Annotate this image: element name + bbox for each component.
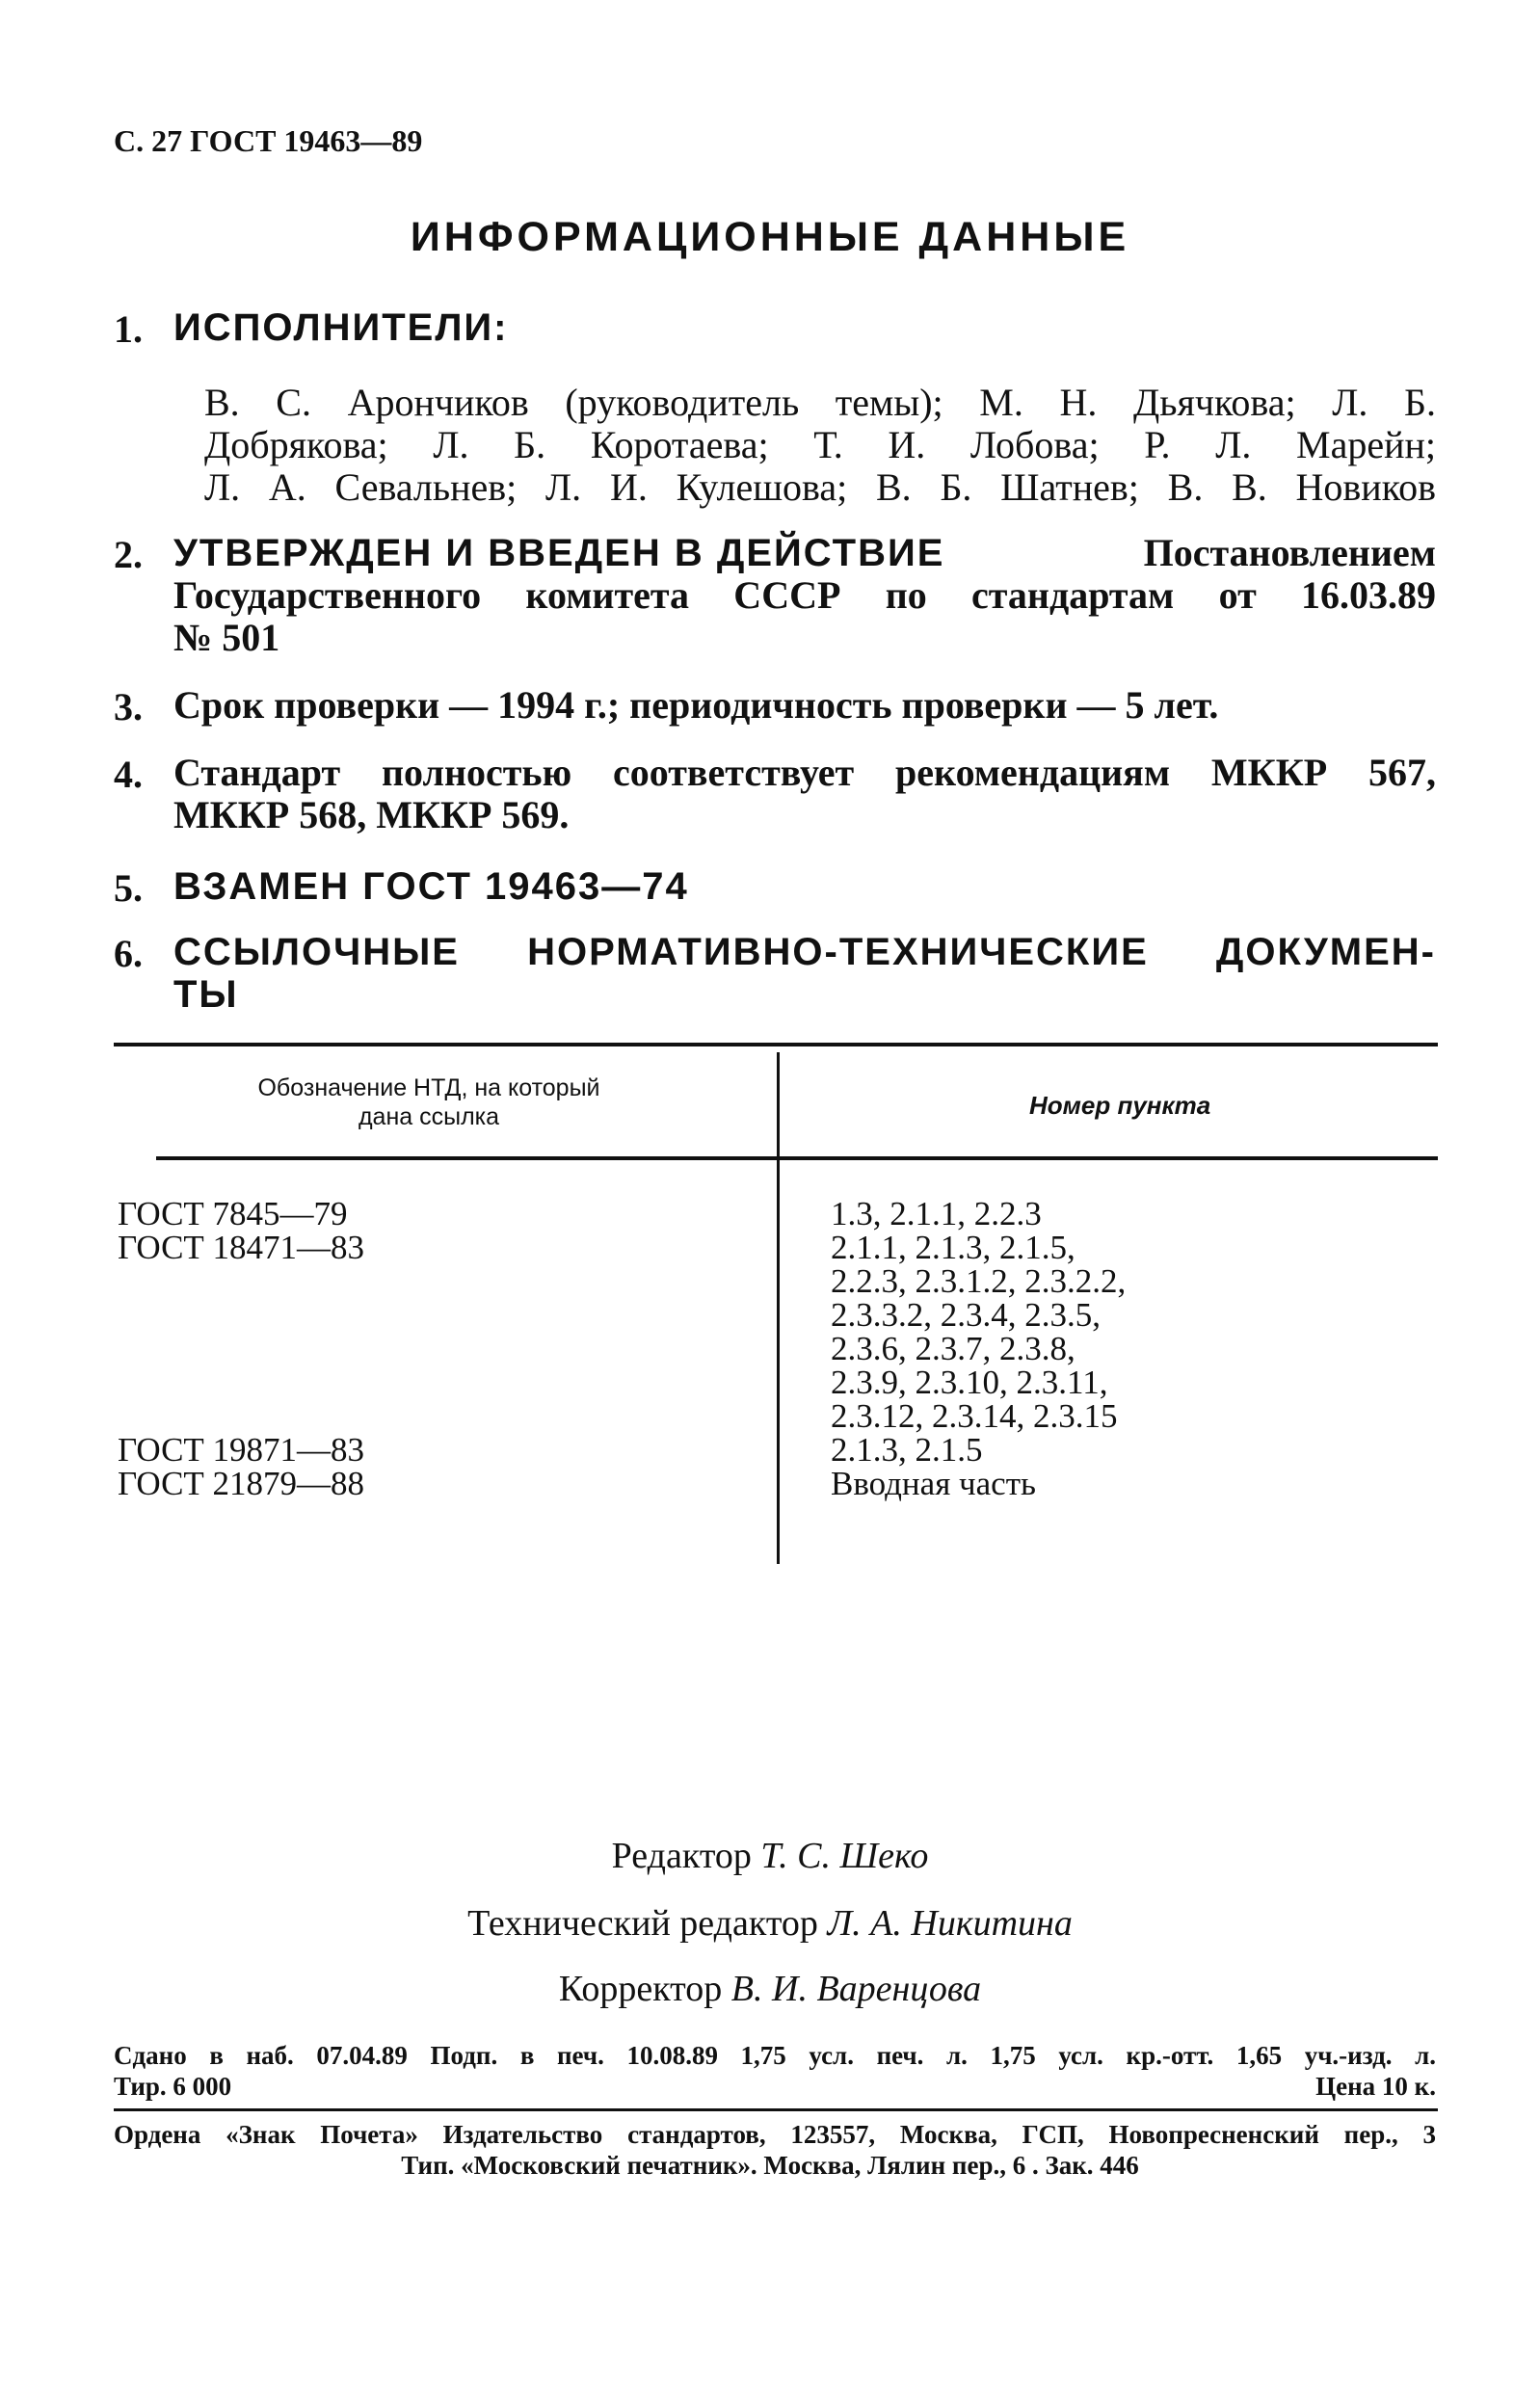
table-header-divider: [777, 1052, 780, 1166]
section-2-line-1-rest: Постановлением: [1143, 531, 1436, 574]
table-header-rule: [156, 1156, 1438, 1160]
table-cell: ГОСТ 21879—88: [118, 1465, 365, 1502]
section-2-caps: УТВЕРЖДЕН И ВВЕДЕН В ДЕЙСТВИЕ: [173, 532, 945, 574]
table-col1-header-line: дана ссылка: [358, 1103, 500, 1130]
section-4-line-2: МККР 568, МККР 569.: [173, 793, 570, 836]
table-cell: 1.3, 2.1.1, 2.2.3: [831, 1195, 1042, 1232]
credit-name: Л. А. Никитина: [827, 1903, 1073, 1944]
section-2-line-2: Государственного комитета СССР по стандартам от 16.03.89: [173, 573, 1436, 617]
performers-line: Л. А. Севальнев; Л. И. Кулешова; В. Б. Шатнев; В. В. Новиков: [204, 465, 1436, 509]
section-1-heading: ИСПОЛНИТЕЛИ:: [173, 306, 509, 349]
section-6-body: [173, 931, 1436, 1016]
credit-tech-editor: [0, 1902, 1540, 1945]
table-col1-header-line: Обозначение НТД, на который: [257, 1074, 600, 1101]
table-cell: 2.3.6, 2.3.7, 2.3.8,: [831, 1330, 1075, 1367]
imprint-line-3: Ордена «Знак Почета» Издательство стандартов, 123557, Москва, ГСП, Новопресненский пер., 3: [114, 2120, 1436, 2149]
credit-name: В. И. Варенцова: [730, 1969, 982, 2009]
section-4-number: 4.: [114, 753, 143, 796]
table-cell: [118, 1399, 364, 1433]
table-cell: 2.3.12, 2.3.14, 2.3.15: [831, 1397, 1118, 1435]
section-3-number: 3.: [114, 685, 143, 728]
table-cell: ГОСТ 18471—83: [118, 1229, 365, 1266]
imprint-price: Цена 10 к.: [1315, 2072, 1436, 2101]
table-col2-header: Номер пункта: [1029, 1091, 1211, 1120]
imprint-line-1: Сдано в наб. 07.04.89 Подп. в печ. 10.08.89 1,75 усл. печ. л. 1,75 усл. кр.-отт. 1,65 уч.-изд. л.: [114, 2041, 1436, 2070]
table-top-rule: [114, 1043, 1438, 1046]
table-col1: [118, 1197, 364, 1500]
table-body-divider: [777, 1164, 780, 1564]
section-4-line-1: Стандарт полностью соответствует рекомендациям МККР 567,: [173, 751, 1436, 794]
section-5-text: ВЗАМЕН ГОСТ 19463—74: [173, 865, 689, 908]
table-col2: [831, 1197, 1126, 1500]
page-title: ИНФОРМАЦИОННЫЕ ДАННЫЕ: [410, 214, 1130, 260]
table-cell: [118, 1264, 364, 1298]
credit-role: Редактор: [611, 1836, 752, 1876]
table-col1-header: [183, 1073, 675, 1131]
section-6-number: 6.: [114, 932, 143, 975]
credit-role: Технический редактор: [467, 1903, 818, 1944]
section-6-line-1: ССЫЛОЧНЫЕ НОРМАТИВНО-ТЕХНИЧЕСКИЕ ДОКУМЕН-: [173, 931, 1436, 973]
section-2-body: [173, 532, 1436, 659]
section-4-body: [173, 752, 1436, 836]
page-header: С. 27 ГОСТ 19463—89: [114, 123, 423, 158]
section-2-line-1: [173, 532, 1436, 574]
section-6-line-2: ТЫ: [173, 973, 239, 1016]
table-cell: [118, 1365, 364, 1399]
table-cell: 2.1.3, 2.1.5: [831, 1431, 983, 1469]
section-5-number: 5.: [114, 866, 143, 910]
section-1-body: [204, 382, 1436, 509]
table-cell: 2.3.3.2, 2.3.4, 2.3.5,: [831, 1296, 1101, 1334]
section-1-number: 1.: [114, 307, 143, 351]
table-cell: 2.3.9, 2.3.10, 2.3.11,: [831, 1364, 1108, 1401]
credit-editor: [0, 1835, 1540, 1877]
section-3-text: Срок проверки — 1994 г.; периодичность проверки — 5 лет.: [173, 683, 1219, 727]
table-cell: ГОСТ 7845—79: [118, 1195, 348, 1232]
table-cell: ГОСТ 19871—83: [118, 1431, 365, 1469]
imprint-line-2: [114, 2072, 1436, 2102]
credit-role: Корректор: [558, 1969, 723, 2009]
imprint-line-4: Тип. «Московский печатник». Москва, Лялин пер., 6 . Зак. 446: [401, 2151, 1139, 2180]
table-cell: Вводная часть: [831, 1465, 1036, 1502]
performers-line: Добрякова; Л. Б. Коротаева; Т. И. Лобова; Р. Л. Марейн;: [204, 423, 1436, 466]
table-cell: [118, 1298, 364, 1332]
imprint-rule: [114, 2108, 1438, 2111]
imprint-print-run: Тир. 6 000: [114, 2072, 232, 2101]
credit-corrector: [0, 1968, 1540, 2010]
performers-line: В. С. Арончиков (руководитель темы); М. Н. Дьячкова; Л. Б.: [204, 381, 1436, 424]
section-2-number: 2.: [114, 533, 143, 576]
section-2-line-3: № 501: [173, 616, 280, 659]
table-cell: 2.1.1, 2.1.3, 2.1.5,: [831, 1229, 1075, 1266]
table-cell: 2.2.3, 2.3.1.2, 2.3.2.2,: [831, 1262, 1127, 1300]
table-cell: [118, 1332, 364, 1365]
credit-name: Т. С. Шеко: [760, 1836, 929, 1876]
